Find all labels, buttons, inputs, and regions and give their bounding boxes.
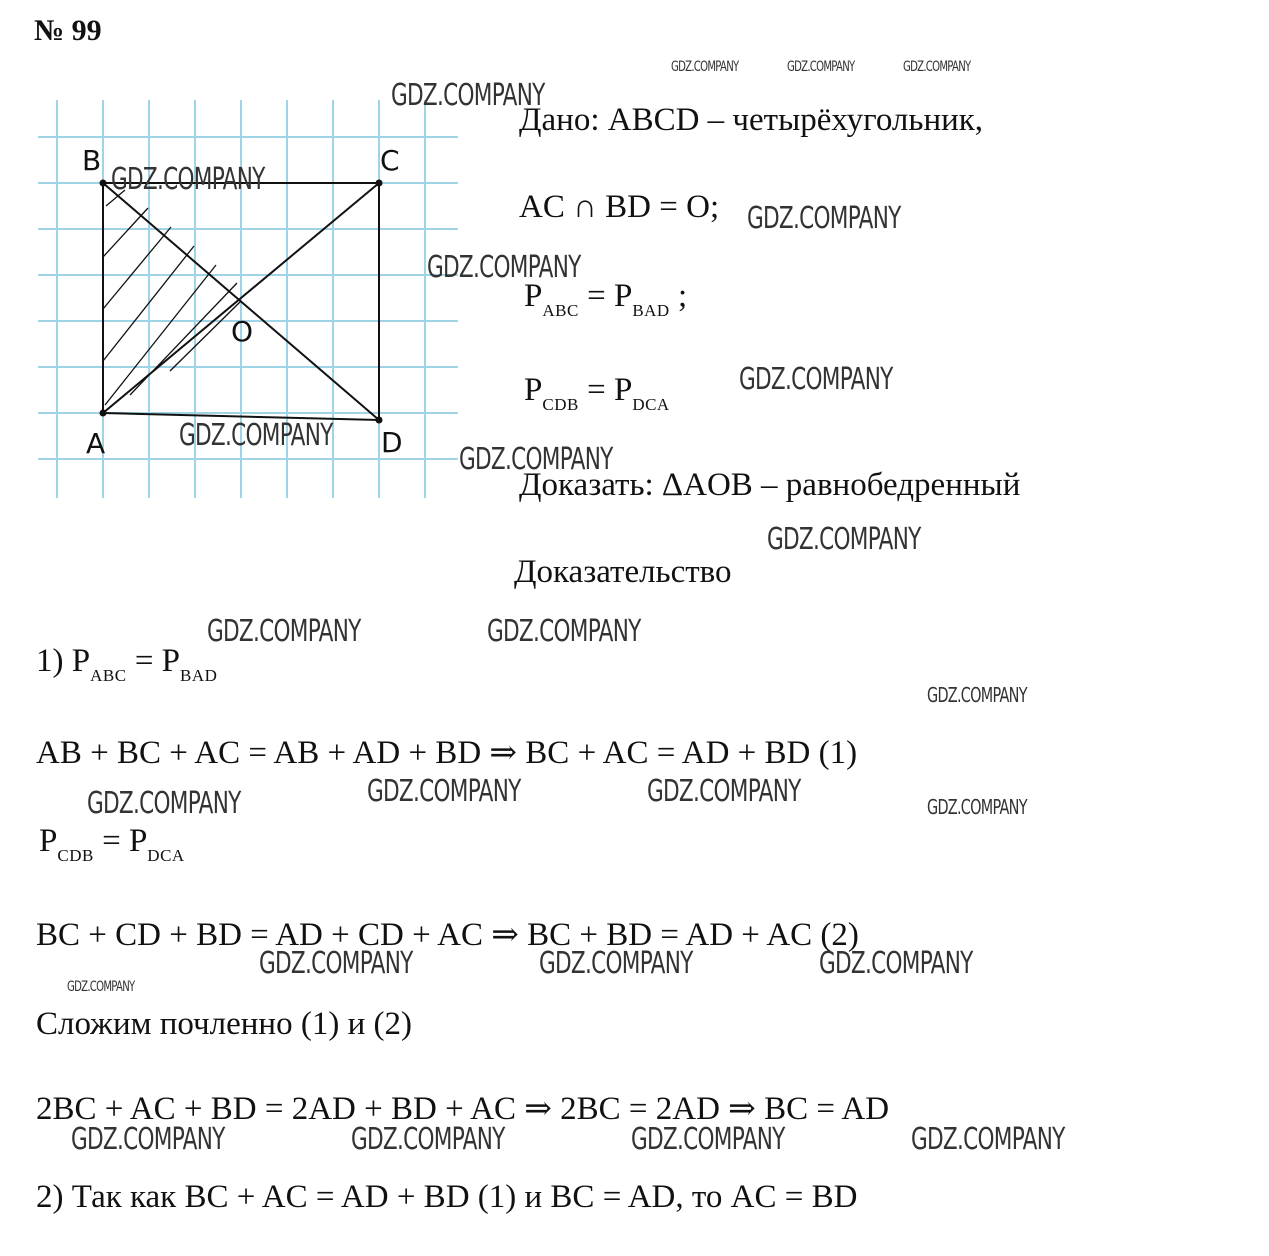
equation-1: AB + BC + AC = AB + AD + BD ⇒ BC + AC = AD + BD (1) (36, 735, 858, 771)
equation-2: BC + CD + BD = AD + CD + AC ⇒ BC + BD = AD + AC (2) (36, 917, 859, 953)
given-perimeter-2: $P_{CDB} = P_{DCA}$ (524, 372, 670, 414)
problem-number: № 99 (34, 14, 102, 47)
prove-statement: Доказать: ΔAOB – равнобедренный (519, 467, 1021, 503)
watermark: GDZ.COMPANY (179, 418, 333, 453)
watermark: GDZ.COMPANY (903, 59, 971, 75)
watermark: GDZ.COMPANY (487, 614, 641, 649)
watermark: GDZ.COMPANY (67, 979, 135, 995)
given-line-1: Дано: ABCD – четырёхугольник, (519, 102, 984, 138)
watermark: GDZ.COMPANY (427, 250, 581, 285)
step-1-perimeters: 1) $P_{ABC} = P_{BAD}$ (36, 643, 218, 685)
label-a: A (86, 427, 106, 460)
given-perimeter-1: $P_{ABC} = P_{BAD}$ ; (524, 278, 688, 320)
watermark: GDZ.COMPANY (819, 946, 973, 981)
watermark: GDZ.COMPANY (927, 795, 1027, 819)
label-b: B (82, 144, 102, 177)
watermark: GDZ.COMPANY (747, 201, 901, 236)
hatching (103, 190, 240, 405)
proof-heading: Доказательство (514, 554, 732, 590)
watermark: GDZ.COMPANY (539, 946, 693, 981)
sum-instruction: Сложим почленно (1) и (2) (36, 1006, 412, 1042)
watermark: GDZ.COMPANY (927, 683, 1027, 707)
watermark: GDZ.COMPANY (787, 59, 855, 75)
conclusion-step-2: 2) Так как BC + AC = AD + BD (1) и BC = AD, то AC = BD (36, 1179, 858, 1215)
label-c: C (380, 144, 400, 177)
watermark: GDZ.COMPANY (351, 1122, 505, 1157)
watermark: GDZ.COMPANY (71, 1122, 225, 1157)
step-2-perimeters: $P_{CDB} = P_{DCA}$ (39, 823, 185, 865)
watermark: GDZ.COMPANY (767, 522, 921, 557)
label-d: D (381, 426, 403, 459)
watermark: GDZ.COMPANY (207, 614, 361, 649)
watermark: GDZ.COMPANY (459, 442, 613, 477)
watermark: GDZ.COMPANY (367, 774, 521, 809)
watermark: GDZ.COMPANY (647, 774, 801, 809)
watermark: GDZ.COMPANY (87, 786, 241, 821)
watermark: GDZ.COMPANY (259, 946, 413, 981)
watermark: GDZ.COMPANY (111, 162, 265, 197)
watermark: GDZ.COMPANY (391, 78, 545, 113)
watermark: GDZ.COMPANY (911, 1122, 1065, 1157)
given-line-2: AC ∩ BD = O; (519, 189, 720, 225)
watermark: GDZ.COMPANY (739, 362, 893, 397)
watermark: GDZ.COMPANY (671, 59, 739, 75)
label-o: O (231, 315, 254, 348)
equation-3: 2BC + AC + BD = 2AD + BD + AC ⇒ 2BC = 2AD ⇒ BC = AD (36, 1091, 890, 1127)
watermark: GDZ.COMPANY (631, 1122, 785, 1157)
